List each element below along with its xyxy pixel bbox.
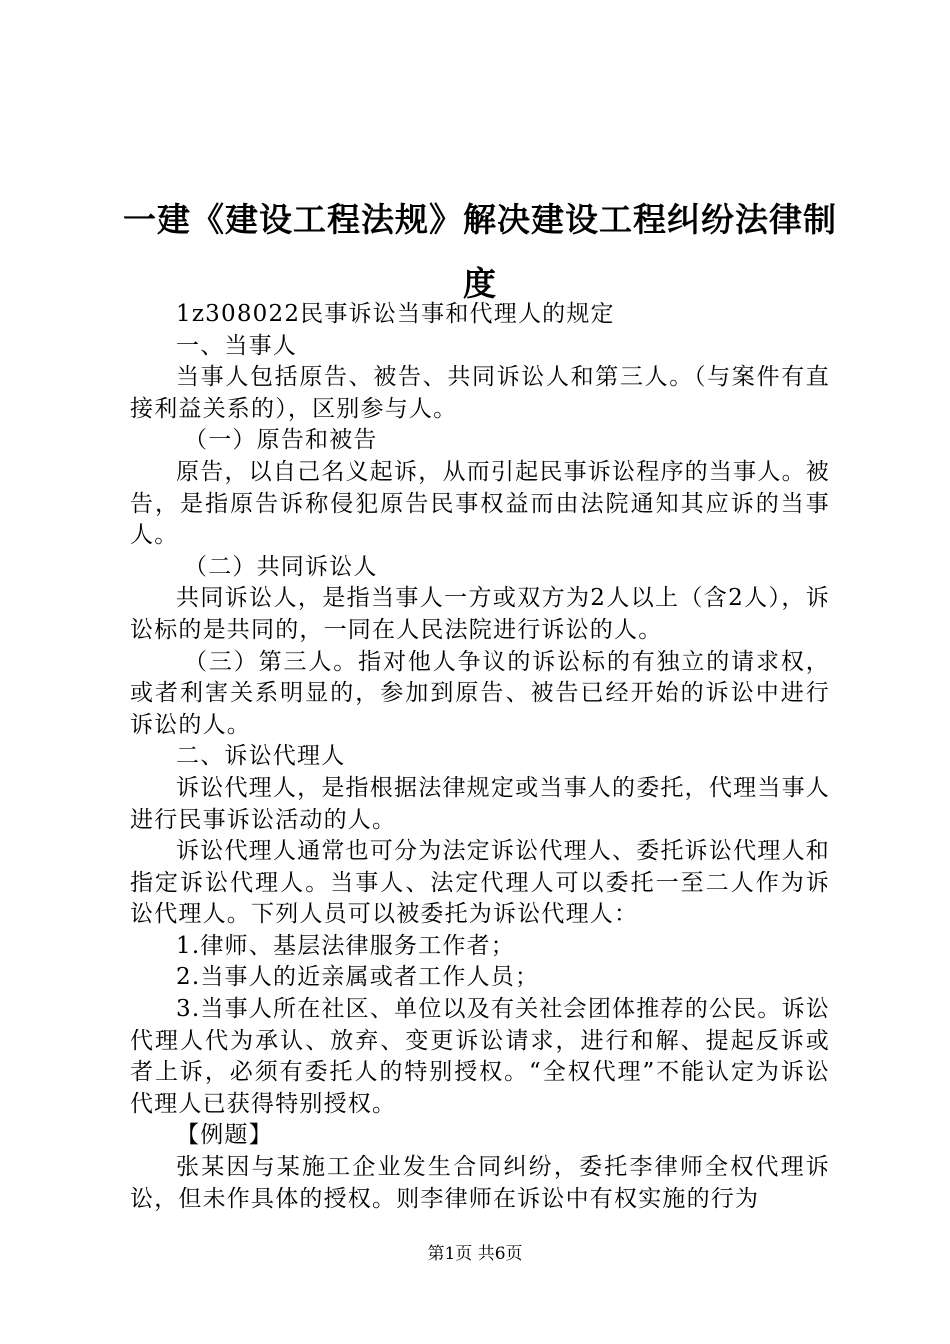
page-footer: 第1页 共6页 — [427, 1244, 523, 1264]
paragraph: 当事人包括原告、被告、共同诉讼人和第三人。（与案件有直接利益关系的），区别参与人。 — [130, 364, 830, 422]
paragraph: 诉讼代理人，是指根据法律规定或当事人的委托，代理当事人进行民事诉讼活动的人。 — [130, 774, 830, 833]
example-heading: 【例题】 — [176, 1122, 273, 1149]
paragraph: 原告，以自己名义起诉，从而引起民事诉讼程序的当事人。被告，是指原告诉称侵犯原告民事权益而由法院通知其应诉的当事人。 — [130, 458, 830, 549]
subsection-heading: （二）共同诉讼人 — [184, 553, 378, 580]
subsection-heading: （一）原告和被告 — [184, 427, 378, 454]
paragraph: 张某因与某施工企业发生合同纠纷，委托李律师全权代理诉讼，但未作具体的授权。则李律师在诉讼中有权实施的行为 — [130, 1154, 830, 1212]
list-item: 1.律师、基层法律服务工作者； — [176, 932, 515, 959]
section-heading: 二、诉讼代理人 — [176, 743, 346, 770]
paragraph: 共同诉讼人，是指当事人一方或双方为2人以上（含2人），诉讼标的是共同的，一同在人民法院进行诉讼的人。 — [130, 585, 830, 643]
document-title: 一建《建设工程法规》解决建设工程纠纷法律制度 — [123, 200, 837, 303]
paragraph: 1z308022民事诉讼当事和代理人的规定 — [176, 301, 615, 327]
paragraph: （三）第三人。指对他人争议的诉讼标的有独立的请求权，或者利害关系明显的，参加到原告、被告已经开始的诉讼中进行诉讼的人。 — [130, 648, 830, 738]
document-body — [130, 299, 830, 1215]
list-item: 3.当事人所在社区、单位以及有关社会团体推荐的公民。诉讼代理人代为承认、放弃、变更诉讼请求，进行和解、提起反诉或者上诉，必须有委托人的特别授权。“全权代理”不能认定为诉讼代理人已获得特别授权。 — [130, 996, 830, 1117]
paragraph: 诉讼代理人通常也可分为法定诉讼代理人、委托诉讼代理人和指定诉讼代理人。当事人、法定代理人可以委托一至二人作为诉讼代理人。下列人员可以被委托为诉讼代理人： — [130, 838, 830, 928]
section-heading: 一、当事人 — [176, 332, 297, 359]
list-item: 2.当事人的近亲属或者工作人员； — [176, 964, 540, 991]
